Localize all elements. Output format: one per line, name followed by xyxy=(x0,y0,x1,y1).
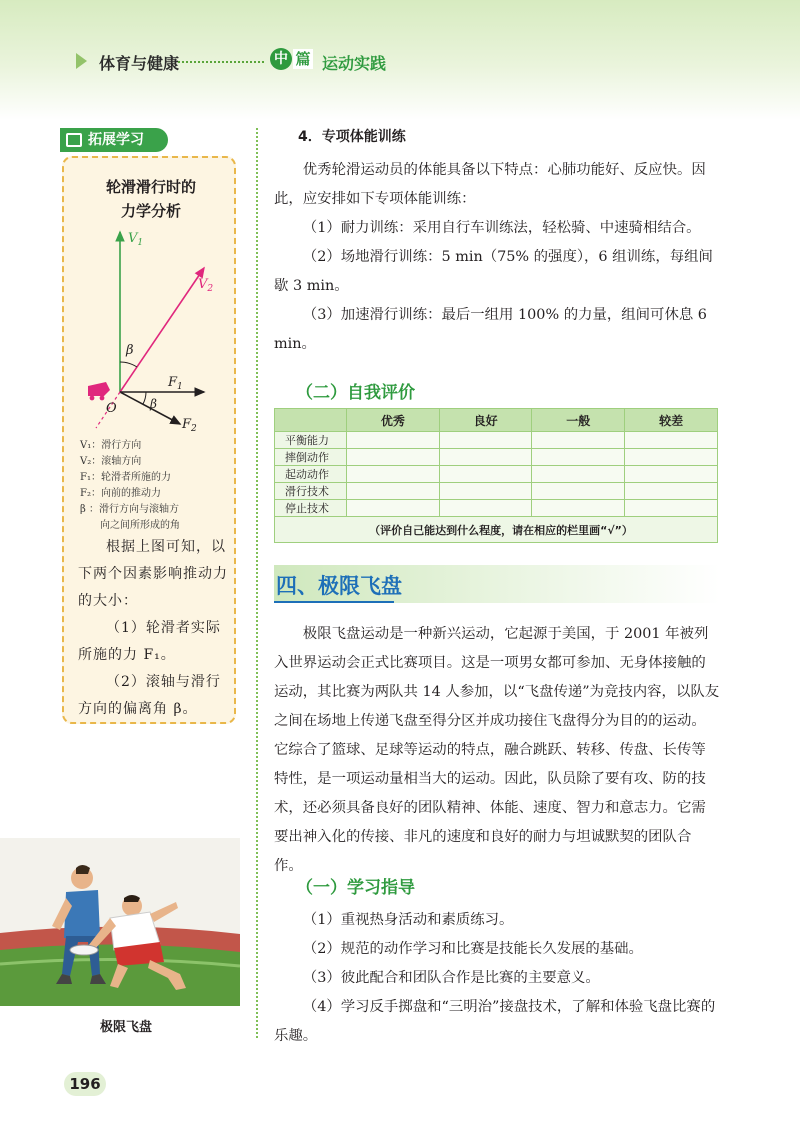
row-label: 平衡能力 xyxy=(275,432,347,449)
legend-item: F₁：轮滑者所施的力 xyxy=(80,472,171,483)
frisbee-text xyxy=(274,620,720,881)
guide-item: （1）重视热身活动和素质练习。 xyxy=(302,912,514,928)
v2-vector xyxy=(120,268,204,392)
guide-item: （4）学习反手掷盘和“三明治”接盘技术，了解和体验飞盘比赛的乐趣。 xyxy=(274,999,716,1044)
part-badge-suffix: 篇 xyxy=(293,49,313,69)
rating-cell[interactable] xyxy=(347,432,440,449)
frisbee-section-header xyxy=(274,565,720,603)
frisbee-photo xyxy=(0,838,240,1006)
play-arrow-icon xyxy=(76,53,87,69)
column-header: 优秀 xyxy=(347,409,440,432)
rating-cell[interactable] xyxy=(439,466,532,483)
row-label: 摔倒动作 xyxy=(275,449,347,466)
beta-label-bottom: β xyxy=(150,397,157,411)
extended-learning-tag xyxy=(60,128,168,152)
legend-item: F₂：向前的推动力 xyxy=(80,488,161,499)
note-title-line-1: 轮滑滑行时的 xyxy=(105,178,196,196)
rating-cell[interactable] xyxy=(625,483,718,500)
part-badge: 中 xyxy=(270,48,292,70)
rating-cell[interactable] xyxy=(532,500,625,517)
rating-cell[interactable] xyxy=(347,500,440,517)
table-footnote: （评价自己能达到什么程度，请在相应的栏里画“√”） xyxy=(275,517,718,543)
section-heading: 4．专项体能训练 xyxy=(298,129,406,145)
learning-guide-heading: （一）学习指导 xyxy=(296,878,415,898)
legend-item: V₁：滑行方向 xyxy=(80,440,142,451)
rating-cell[interactable] xyxy=(625,449,718,466)
table-header-row xyxy=(275,409,718,432)
book-title: 体育与健康 xyxy=(99,54,180,73)
table-row xyxy=(275,466,718,483)
note-title-line-2: 力学分析 xyxy=(120,202,181,220)
table-row xyxy=(275,432,718,449)
origin-label: O xyxy=(106,401,117,416)
legend-item: V₂：滚轴方向 xyxy=(80,456,142,467)
paragraph: （1）耐力训练：采用自行车训练法，轻松骑、中速骑相结合。 xyxy=(302,220,701,236)
row-label: 停止技术 xyxy=(275,500,347,517)
f2-label: $F_2$ xyxy=(182,417,197,434)
rating-cell[interactable] xyxy=(439,449,532,466)
rating-cell[interactable] xyxy=(347,449,440,466)
legend-item: β ：滑行方向与滚轴方 xyxy=(80,504,179,515)
rating-cell[interactable] xyxy=(532,466,625,483)
table-row xyxy=(275,500,718,517)
self-eval-table xyxy=(274,408,718,543)
beta-label-top: β xyxy=(126,343,134,358)
column-header: 良好 xyxy=(439,409,532,432)
skate-icon xyxy=(88,382,110,396)
chapter-title: 运动实践 xyxy=(322,54,387,73)
column-header: 一般 xyxy=(532,409,625,432)
rating-cell[interactable] xyxy=(625,466,718,483)
paragraph: （3）加速滑行训练：最后一组用 100% 的力量，组间可休息 6 min。 xyxy=(274,307,707,352)
rating-cell[interactable] xyxy=(347,483,440,500)
page-number: 196 xyxy=(64,1072,106,1096)
table-row xyxy=(275,449,718,466)
rating-cell[interactable] xyxy=(625,432,718,449)
row-label: 滑行技术 xyxy=(275,483,347,500)
tag-label: 拓展学习 xyxy=(88,132,144,148)
note-paragraph: 根据上图可知，以下两个因素影响推动力的大小： xyxy=(78,539,228,609)
paragraph: （2）场地滑行训练：5 min（75% 的强度），6 组训练，每组间歇 3 min。 xyxy=(274,249,713,294)
training-text xyxy=(274,156,720,359)
rating-cell[interactable] xyxy=(347,466,440,483)
rating-cell[interactable] xyxy=(532,432,625,449)
row-label: 起动动作 xyxy=(275,466,347,483)
heading-underline xyxy=(274,601,394,603)
frisbee-heading: 四、极限飞盘 xyxy=(276,574,402,598)
rating-cell[interactable] xyxy=(625,500,718,517)
note-paragraph: （1）轮滑者实际所施的力 F₁。 xyxy=(78,620,221,663)
v2-label: $V_2$ xyxy=(198,277,214,294)
guide-item: （3）彼此配合和团队合作是比赛的主要意义。 xyxy=(302,970,600,986)
learning-guide-list xyxy=(274,906,720,1051)
table-footer-row xyxy=(275,517,718,543)
table-row xyxy=(275,483,718,500)
header-dotted-leader xyxy=(178,61,264,63)
book-icon xyxy=(66,133,82,147)
paragraph: 极限飞盘运动是一种新兴运动，它起源于美国，于 2001 年被列入世界运动会正式比赛项目。这是一项男女都可参加、无身体接触的运动，其比赛为两队共 14 人参加，以“飞盘传递”为竞技内容，以队友之间在场地上传递飞盘至得分区并成功接住飞盘得分为目的的运动。它综合了篮球、足球等运动的特点，融合跳跃、转移、传盘、长传等特性，是一项运动量相当大的运动。因此，队员除了要有攻、防的技术，还必须具备良好的团队精神、体能、速度、智力和意志力。它需要出神入化的传接、非凡的速度和良好的耐力与坦诚默契的团队合作。 xyxy=(274,626,720,874)
note-paragraph: （2）滚轴与滑行方向的偏离角 β。 xyxy=(78,674,221,717)
paragraph: 优秀轮滑运动员的体能具备以下特点：心肺功能好、反应快。因此，应安排如下专项体能训练： xyxy=(274,162,706,207)
force-diagram xyxy=(76,222,226,437)
f1-label: $F_1$ xyxy=(168,375,183,392)
beta-arc-bottom xyxy=(143,392,146,404)
beta-arc-top xyxy=(120,362,137,367)
column-header: 较差 xyxy=(625,409,718,432)
rating-cell[interactable] xyxy=(532,483,625,500)
diagram-legend xyxy=(80,438,232,534)
rating-cell[interactable] xyxy=(532,449,625,466)
rating-cell[interactable] xyxy=(439,483,532,500)
rating-cell[interactable] xyxy=(439,432,532,449)
photo-caption: 极限飞盘 xyxy=(100,1020,153,1035)
legend-item: 向之间所形成的角 xyxy=(100,520,180,531)
guide-item: （2）规范的动作学习和比赛是技能长久发展的基础。 xyxy=(302,941,643,957)
column-divider xyxy=(256,128,258,1038)
extended-learning-note xyxy=(62,156,236,724)
self-eval-heading: （二）自我评价 xyxy=(296,383,415,403)
note-body xyxy=(78,534,230,723)
v1-label: $V_1$ xyxy=(128,231,144,248)
rating-cell[interactable] xyxy=(439,500,532,517)
column-header xyxy=(275,409,347,432)
